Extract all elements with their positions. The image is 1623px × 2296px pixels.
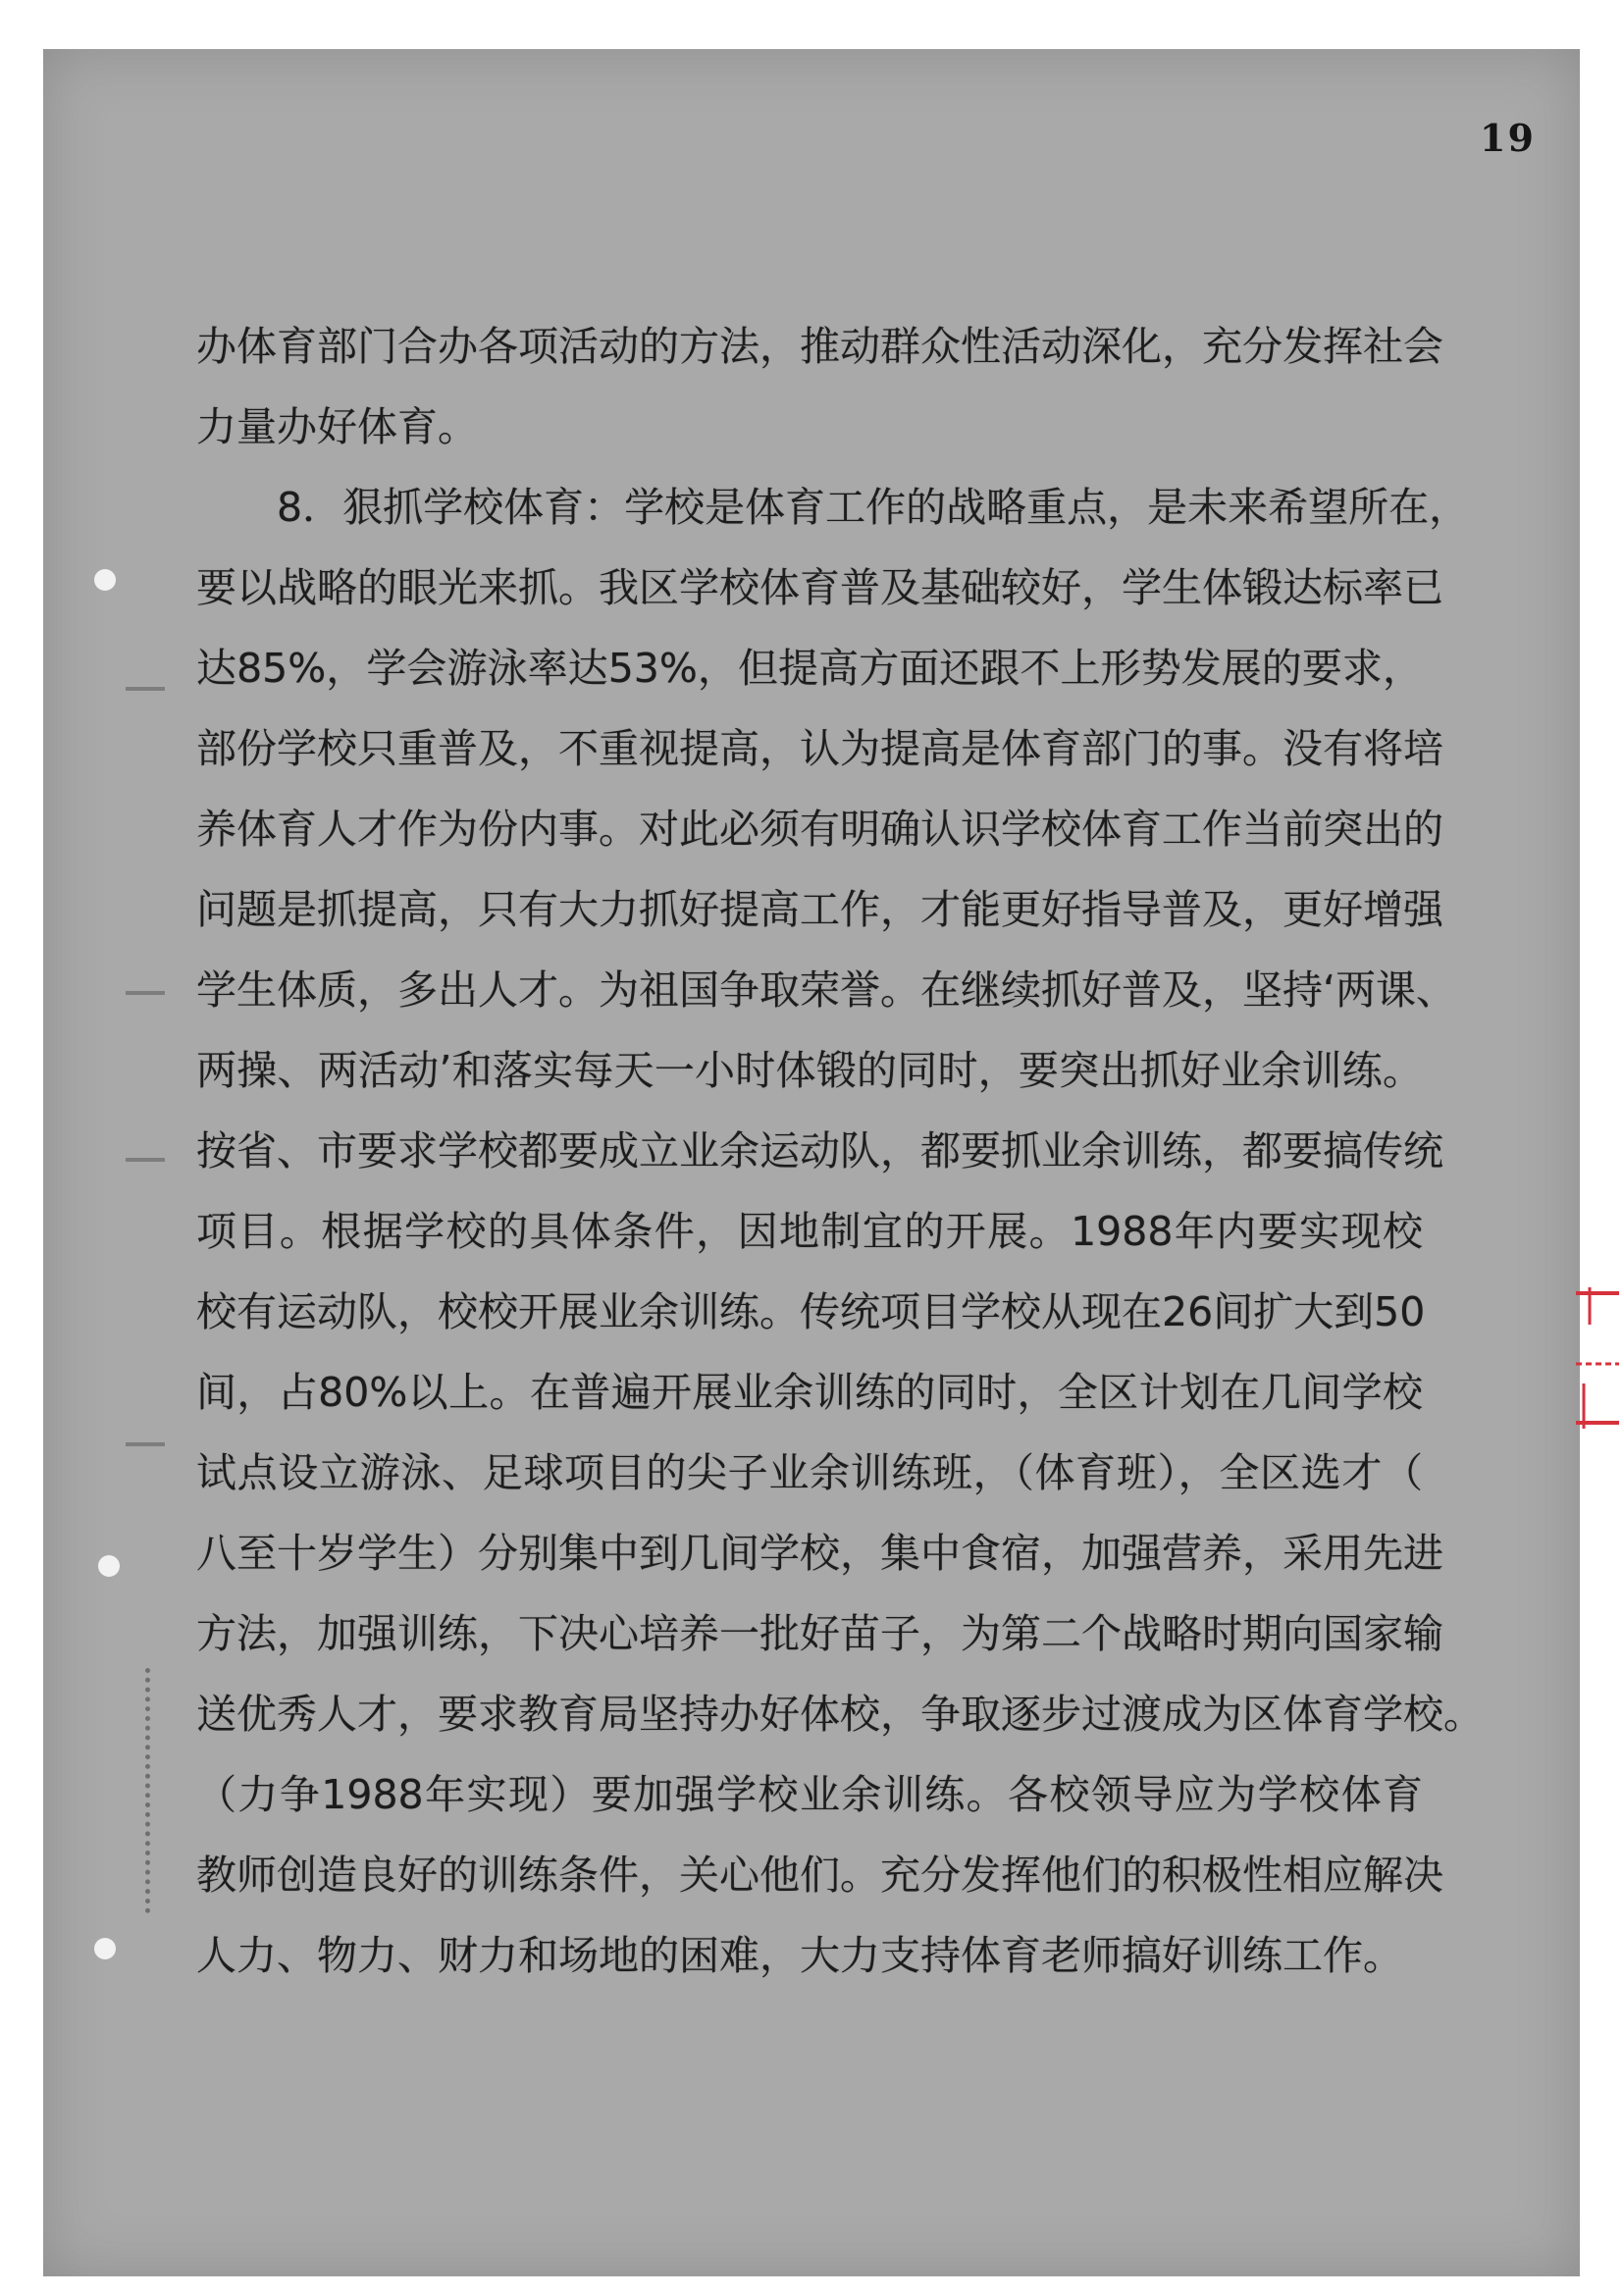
text-line: 项目。根据学校的具体条件，因地制宜的开展。1988年内要实现校 [196, 1208, 1423, 1255]
text-line: （力争1988年实现）要加强学校业余训练。各校领导应为学校体育 [196, 1771, 1423, 1818]
text-line: 送优秀人才，要求教育局坚持办好体校，争取逐步过渡成为区体育学校。 [196, 1691, 1484, 1738]
margin-dash [126, 1442, 165, 1446]
text-line: 教师创造良好的训练条件，关心他们。充分发挥他们的积极性相应解决 [196, 1852, 1443, 1899]
text-line: 8．狠抓学校体育：学校是体育工作的战略重点，是未来希望所在， [277, 484, 1470, 531]
text-line: 间，占80%以上。在普遍开展业余训练的同时，全区计划在几间学校 [196, 1369, 1423, 1416]
text-line: 部份学校只重普及，不重视提高，认为提高是体育部门的事。没有将培 [196, 725, 1443, 772]
text-line: 要以战略的眼光来抓。我区学校体育普及基础较好，学生体锻达标率已 [196, 564, 1443, 611]
page-number: 19 [1480, 116, 1536, 160]
text-line: 八至十岁学生）分别集中到几间学校，集中食宿，加强营养，采用先进 [196, 1530, 1443, 1577]
text-line: 试点设立游泳、足球项目的尖子业余训练班，（体育班），全区选才（ [196, 1449, 1423, 1496]
text-line: 两操、两活动’和落实每天一小时体锻的同时，要突出抓好业余训练。 [196, 1047, 1423, 1094]
margin-dash [126, 687, 165, 691]
margin-dash [126, 1158, 165, 1162]
red-margin-mark [1570, 1285, 1623, 1433]
text-line: 人力、物力、财力和场地的困难，大力支持体育老师搞好训练工作。 [196, 1932, 1403, 1979]
margin-binding-dots [145, 1668, 156, 1913]
margin-dash [126, 991, 165, 995]
text-line: 办体育部门合办各项活动的方法，推动群众性活动深化，充分发挥社会 [196, 323, 1443, 370]
text-line: 按省、市要求学校都要成立业余运动队，都要抓业余训练，都要搞传统 [196, 1127, 1443, 1174]
text-line: 养体育人才作为份内事。对此必须有明确认识学校体育工作当前突出的 [196, 806, 1443, 853]
text-line: 方法，加强训练，下决心培养一批好苗子，为第二个战略时期向国家输 [196, 1610, 1443, 1657]
punch-hole-middle [98, 1555, 120, 1577]
text-line: 达85%，学会游泳率达53%，但提高方面还跟不上形势发展的要求， [196, 645, 1423, 692]
text-line: 问题是抓提高，只有大力抓好提高工作，才能更好指导普及，更好增强 [196, 886, 1443, 933]
text-line: 学生体质，多出人才。为祖国争取荣誉。在继续抓好普及，坚持‘两课、 [196, 966, 1457, 1014]
text-line: 力量办好体育。 [196, 403, 478, 450]
punch-hole-bottom [94, 1938, 116, 1959]
body-text [196, 306, 1484, 1996]
text-line: 校有运动队，校校开展业余训练。传统项目学校从现在26间扩大到50 [196, 1288, 1426, 1335]
punch-hole-top [94, 569, 116, 591]
